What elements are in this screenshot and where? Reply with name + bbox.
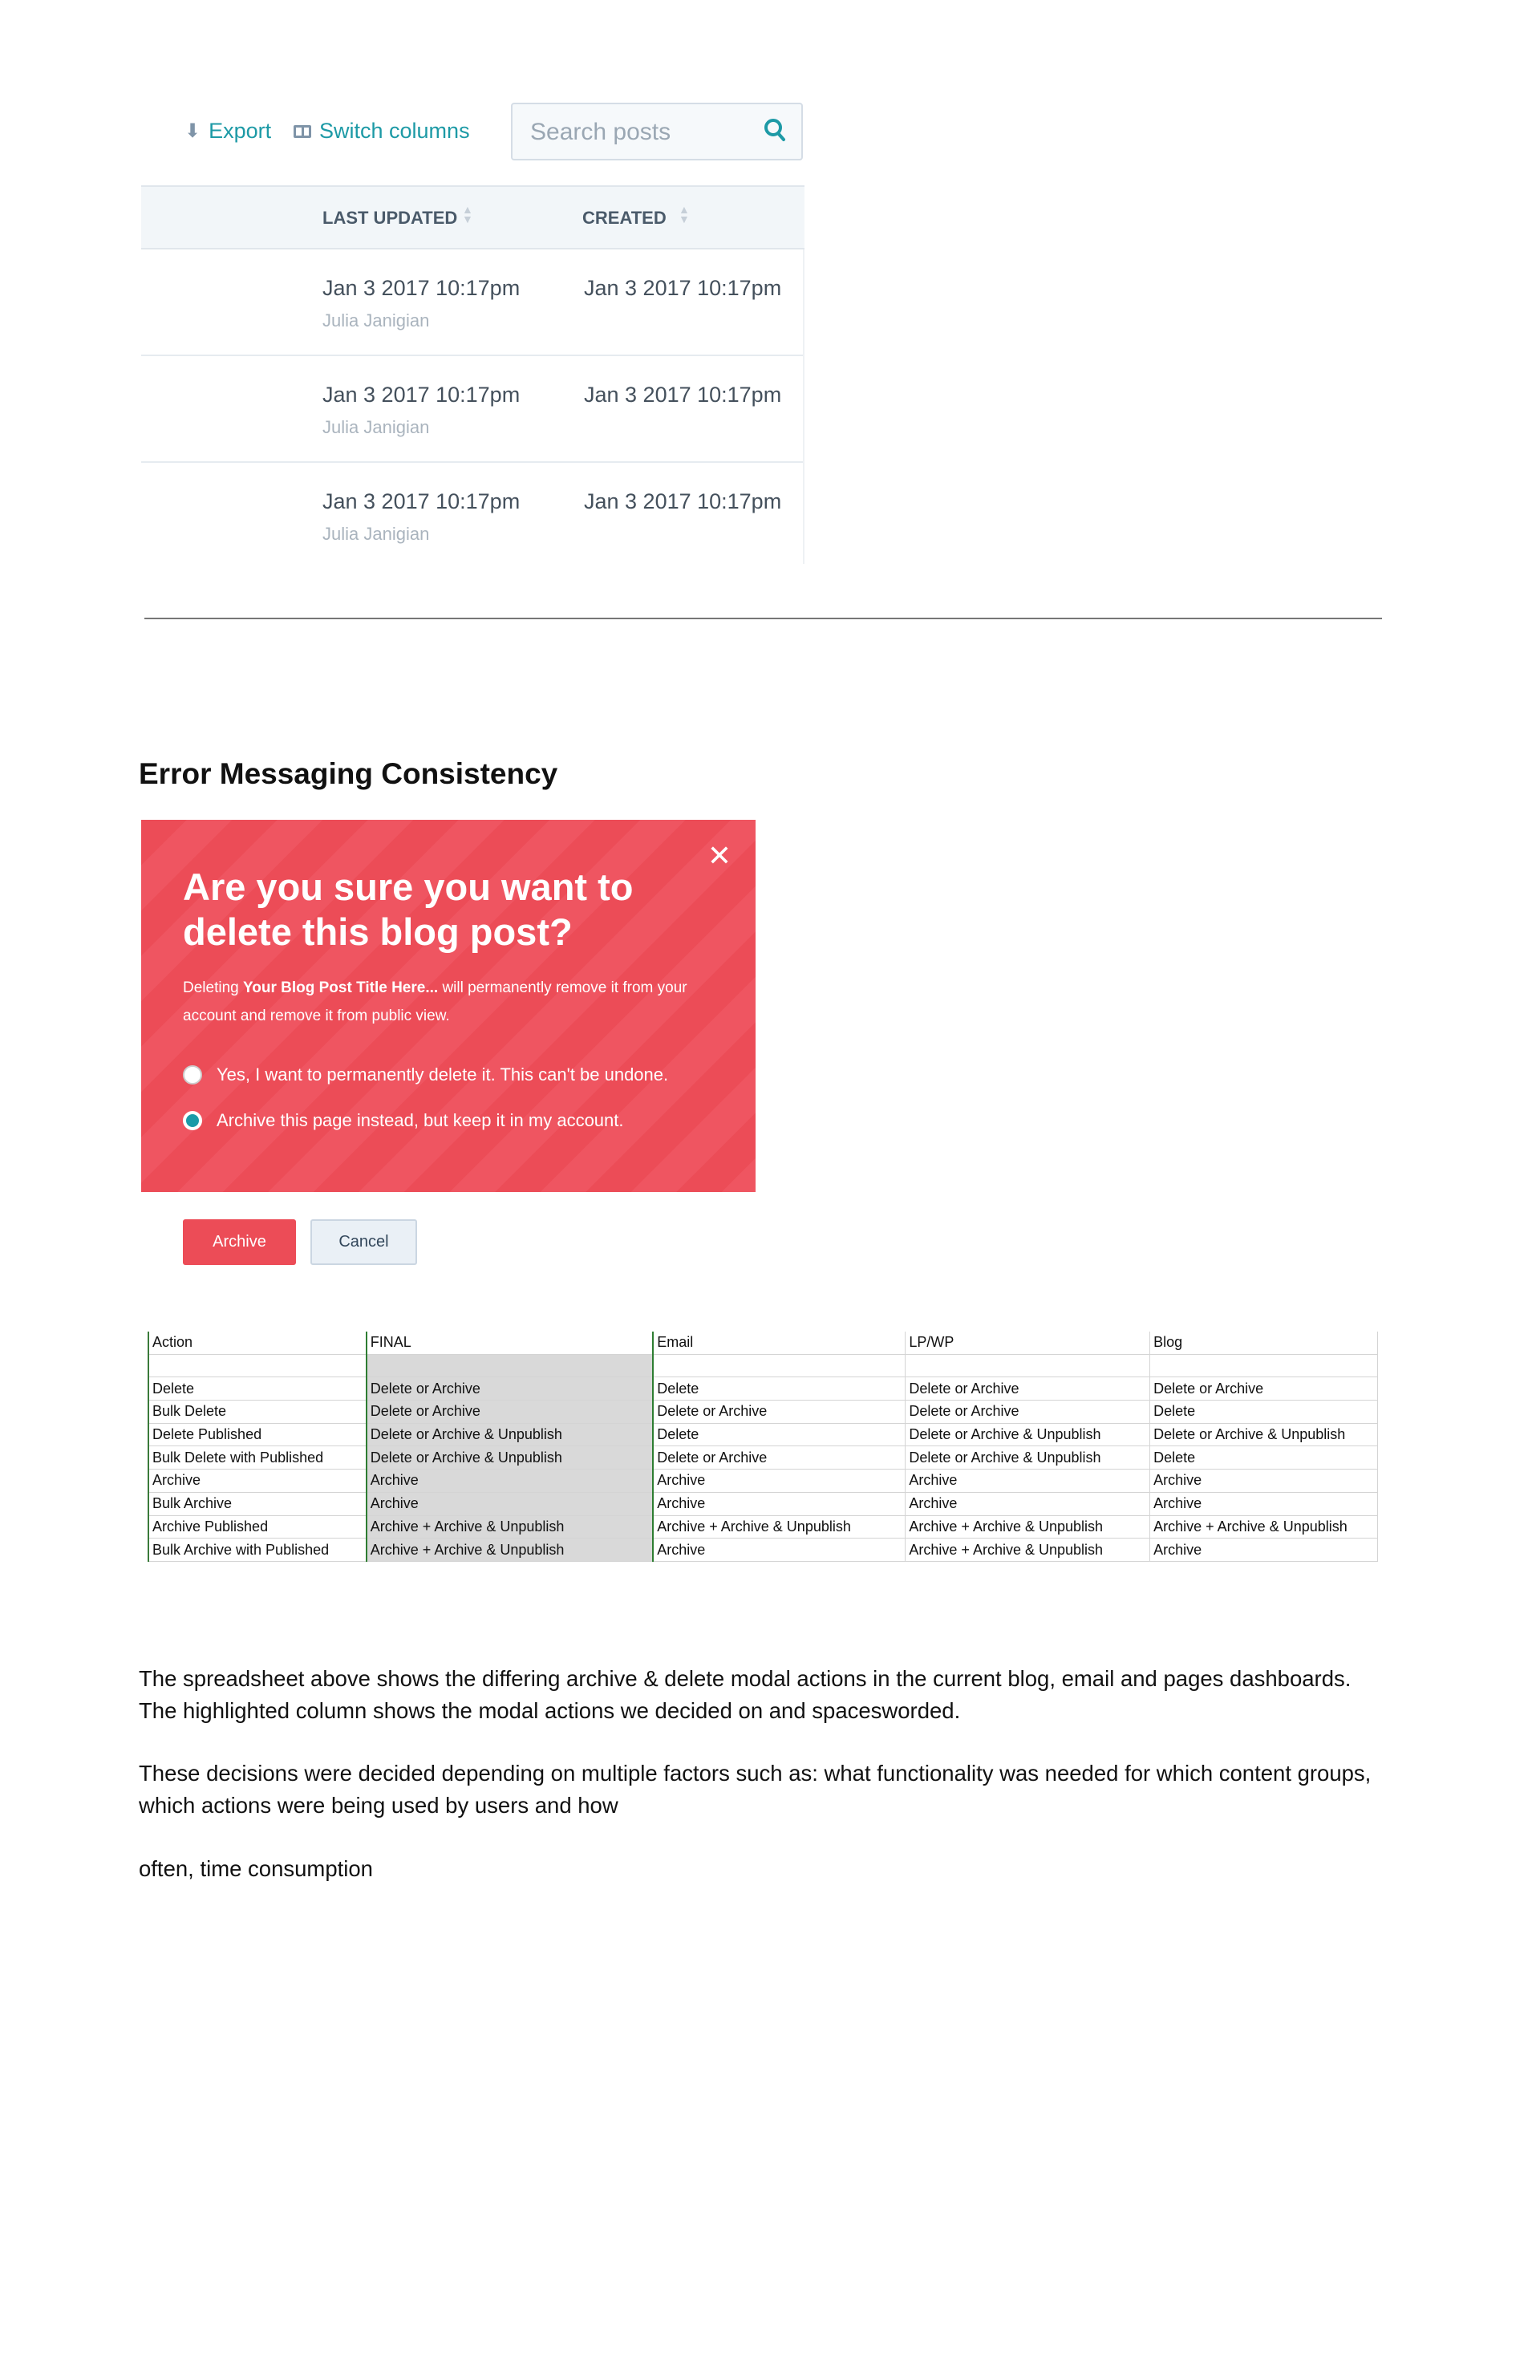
sheet-cell: Delete [653, 1377, 906, 1401]
sheet-cell: Bulk Delete with Published [148, 1446, 367, 1470]
sheet-cell [1150, 1354, 1378, 1377]
sheet-cell: Bulk Archive [148, 1492, 367, 1515]
radio-button-selected[interactable] [183, 1111, 202, 1130]
sheet-cell: Delete or Archive & Unpublish [367, 1423, 653, 1446]
sheet-cell: Archive + Archive & Unpublish [653, 1515, 906, 1539]
paragraph: The spreadsheet above shows the differing archive & delete modal actions in the current blog, email and pages dashboards. The highlighted column shows the modal actions we decided on and spacesworded. [139, 1666, 1352, 1723]
sheet-cell: Archive [367, 1470, 653, 1493]
sheet-cell: Delete or Archive [367, 1377, 653, 1401]
export-button[interactable]: ⬇ Export [184, 119, 272, 143]
sheet-row [148, 1492, 1378, 1515]
sheet-cell: LP/WP [906, 1332, 1150, 1354]
sheet-cell: Archive + Archive & Unpublish [906, 1515, 1150, 1539]
sheet-row [148, 1423, 1378, 1446]
comparison-spreadsheet [148, 1332, 1378, 1562]
columns-icon [294, 125, 311, 138]
sheet-row [148, 1539, 1378, 1562]
sheet-row [148, 1446, 1378, 1470]
sheet-cell: Archive [653, 1470, 906, 1493]
sheet-cell: Archive + Archive & Unpublish [1150, 1515, 1378, 1539]
modal-title: Are you sure you want to delete this blog post? [183, 866, 634, 953]
sheet-cell: Delete or Archive [367, 1401, 653, 1424]
sheet-cell: Email [653, 1332, 906, 1354]
sheet-header-row [148, 1332, 1378, 1354]
sheet-cell: Delete or Archive [906, 1377, 1150, 1401]
sheet-cell [906, 1354, 1150, 1377]
table-row[interactable]: Jan 3 2017 10:17pm Julia Janigian Jan 3 2017 10:17pm [141, 249, 804, 356]
close-icon[interactable]: ✕ [707, 839, 732, 872]
modal-description: Deleting Your Blog Post Title Here... will permanently remove it from your account and remove it from public view. [183, 979, 687, 1024]
column-created[interactable]: CREATED [582, 208, 667, 228]
search-icon[interactable] [763, 117, 787, 151]
table-row[interactable]: Jan 3 2017 10:17pm Julia Janigian Jan 3 2017 10:17pm [141, 356, 804, 463]
sheet-row [148, 1401, 1378, 1424]
delete-modal [141, 820, 756, 1192]
sheet-row [148, 1470, 1378, 1493]
sheet-cell: Archive [367, 1492, 653, 1515]
sheet-cell: Delete [148, 1377, 367, 1401]
sheet-cell: Archive [1150, 1470, 1378, 1493]
sheet-cell: Delete or Archive [1150, 1377, 1378, 1401]
paragraph: These decisions were decided depending on multiple factors such as: what functionality was needed for which content groups, which actions were being used by users and how [139, 1761, 1372, 1818]
sheet-cell: Action [148, 1332, 367, 1354]
divider [144, 618, 1382, 619]
cancel-button[interactable]: Cancel [310, 1219, 417, 1265]
archive-button[interactable]: Archive [183, 1219, 296, 1265]
sheet-cell [367, 1354, 653, 1377]
sheet-row [148, 1354, 1378, 1377]
sheet-cell: Delete or Archive & Unpublish [1150, 1423, 1378, 1446]
column-last-updated[interactable]: LAST UPDATED [322, 208, 458, 228]
sheet-cell: FINAL [367, 1332, 653, 1354]
sheet-cell: Archive [148, 1470, 367, 1493]
sheet-cell: Delete [1150, 1446, 1378, 1470]
download-icon: ⬇ [184, 120, 201, 142]
sheet-cell: Archive + Archive & Unpublish [367, 1539, 653, 1562]
sheet-cell: Delete [1150, 1401, 1378, 1424]
sheet-cell: Archive [906, 1470, 1150, 1493]
section-title: Error Messaging Consistency [139, 757, 558, 790]
sheet-cell: Delete or Archive [906, 1401, 1150, 1424]
sheet-cell: Archive [1150, 1539, 1378, 1562]
sheet-row [148, 1515, 1378, 1539]
sheet-cell [148, 1354, 367, 1377]
sheet-cell: Delete [653, 1423, 906, 1446]
sort-icon[interactable]: ▲ ▼ [462, 203, 473, 225]
sheet-cell: Delete Published [148, 1423, 367, 1446]
radio-option-archive[interactable]: Archive this page instead, but keep it in my account. [183, 1110, 624, 1131]
sheet-cell [653, 1354, 906, 1377]
sheet-cell: Blog [1150, 1332, 1378, 1354]
paragraph: often, time consumption [139, 1856, 373, 1881]
sheet-cell: Delete or Archive & Unpublish [906, 1423, 1150, 1446]
sheet-cell: Archive Published [148, 1515, 367, 1539]
sheet-row [148, 1377, 1378, 1401]
sheet-cell: Delete or Archive & Unpublish [367, 1446, 653, 1470]
sheet-cell: Archive [1150, 1492, 1378, 1515]
sheet-cell: Archive [653, 1539, 906, 1562]
sheet-cell: Bulk Archive with Published [148, 1539, 367, 1562]
radio-option-delete[interactable]: Yes, I want to permanently delete it. This can't be undone. [183, 1064, 668, 1085]
sheet-cell: Delete or Archive [653, 1446, 906, 1470]
switch-columns-button[interactable]: Switch columns [294, 119, 470, 144]
sheet-cell: Delete or Archive [653, 1401, 906, 1424]
sheet-cell: Archive + Archive & Unpublish [367, 1515, 653, 1539]
posts-table-header [141, 185, 804, 249]
sheet-cell: Archive + Archive & Unpublish [906, 1539, 1150, 1562]
sheet-cell: Archive [906, 1492, 1150, 1515]
sheet-cell: Archive [653, 1492, 906, 1515]
sheet-cell: Bulk Delete [148, 1401, 367, 1424]
table-border [803, 249, 804, 564]
table-row[interactable]: Jan 3 2017 10:17pm Julia Janigian Jan 3 2017 10:17pm [322, 489, 782, 544]
sort-icon[interactable]: ▲ ▼ [679, 203, 690, 225]
sheet-cell: Delete or Archive & Unpublish [906, 1446, 1150, 1470]
radio-button[interactable] [183, 1065, 202, 1085]
search-input[interactable]: Search posts [511, 103, 803, 160]
